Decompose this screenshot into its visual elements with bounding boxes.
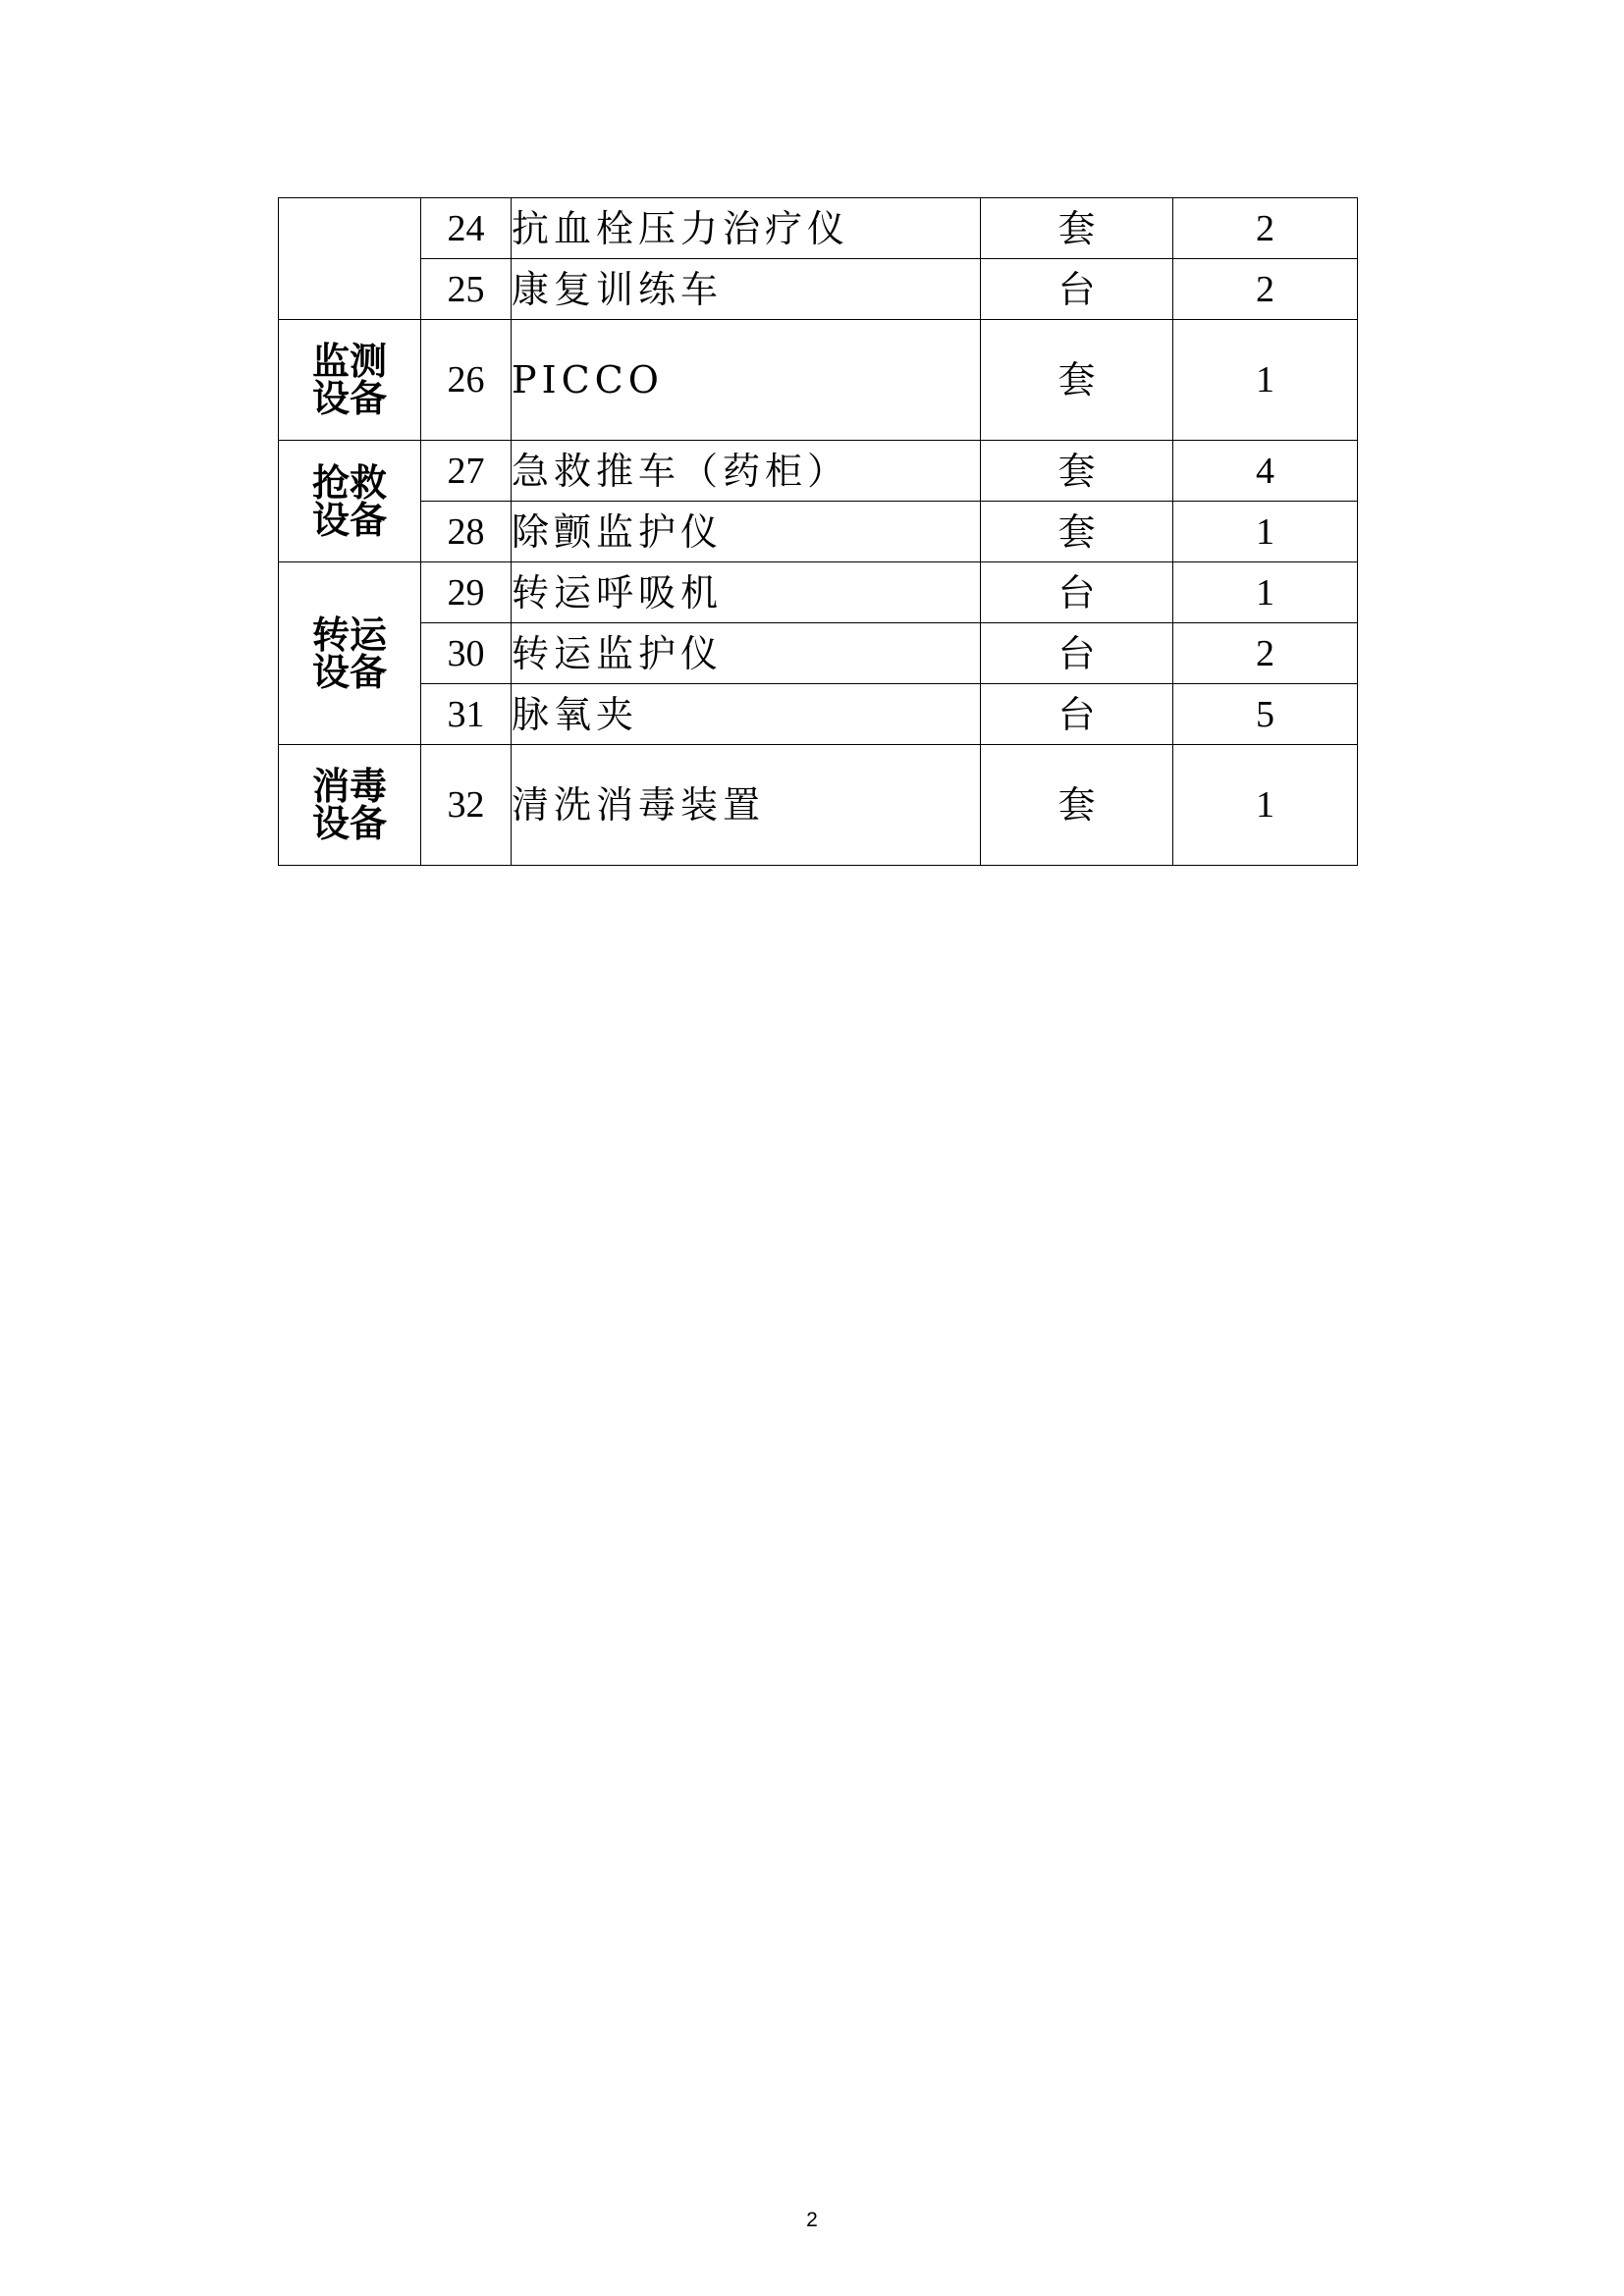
table-row bbox=[279, 684, 1358, 745]
item-unit: 套 bbox=[981, 441, 1173, 502]
item-name: 清洗消毒装置 bbox=[512, 745, 981, 866]
table-row bbox=[279, 562, 1358, 623]
item-name: 转运监护仪 bbox=[512, 623, 981, 684]
item-number: 31 bbox=[421, 684, 512, 745]
table-row bbox=[279, 441, 1358, 502]
item-quantity: 1 bbox=[1173, 745, 1358, 866]
table-row bbox=[279, 623, 1358, 684]
item-quantity: 1 bbox=[1173, 562, 1358, 623]
category-cell-disinfection bbox=[279, 745, 421, 866]
item-number: 30 bbox=[421, 623, 512, 684]
item-number: 26 bbox=[421, 320, 512, 441]
item-number: 25 bbox=[421, 259, 512, 320]
table-row bbox=[279, 745, 1358, 866]
item-unit: 台 bbox=[981, 684, 1173, 745]
category-cell-blank bbox=[279, 198, 421, 320]
item-name: 康复训练车 bbox=[512, 259, 981, 320]
item-quantity: 4 bbox=[1173, 441, 1358, 502]
item-quantity: 1 bbox=[1173, 502, 1358, 562]
item-quantity: 2 bbox=[1173, 259, 1358, 320]
table-row bbox=[279, 198, 1358, 259]
category-label-line2: 设备 bbox=[311, 498, 387, 542]
item-number: 27 bbox=[421, 441, 512, 502]
item-unit: 台 bbox=[981, 562, 1173, 623]
item-number: 24 bbox=[421, 198, 512, 259]
item-name: 急救推车（药柜） bbox=[512, 441, 981, 502]
category-cell-transport bbox=[279, 562, 421, 745]
item-number: 29 bbox=[421, 562, 512, 623]
table-row bbox=[279, 320, 1358, 441]
table-row bbox=[279, 259, 1358, 320]
page-number: 2 bbox=[806, 2209, 818, 2231]
category-label-line1: 转运 bbox=[311, 613, 387, 657]
equipment-table bbox=[278, 197, 1358, 866]
item-quantity: 5 bbox=[1173, 684, 1358, 745]
item-unit: 套 bbox=[981, 502, 1173, 562]
item-unit: 套 bbox=[981, 198, 1173, 259]
item-name: 脉氧夹 bbox=[512, 684, 981, 745]
item-unit: 套 bbox=[981, 745, 1173, 866]
category-label-line1: 抢救 bbox=[311, 460, 387, 505]
category-label-line2: 设备 bbox=[311, 377, 387, 420]
item-name: 转运呼吸机 bbox=[512, 562, 981, 623]
item-number: 28 bbox=[421, 502, 512, 562]
table-row bbox=[279, 502, 1358, 562]
item-unit: 台 bbox=[981, 259, 1173, 320]
item-unit: 台 bbox=[981, 623, 1173, 684]
item-name: PICCO bbox=[512, 320, 981, 441]
item-name: 抗血栓压力治疗仪 bbox=[512, 198, 981, 259]
item-number: 32 bbox=[421, 745, 512, 866]
category-label-line1: 消毒 bbox=[311, 765, 387, 808]
item-name: 除颤监护仪 bbox=[512, 502, 981, 562]
item-quantity: 1 bbox=[1173, 320, 1358, 441]
category-label-line1: 监测 bbox=[311, 340, 387, 383]
item-unit: 套 bbox=[981, 320, 1173, 441]
category-label-line2: 设备 bbox=[311, 650, 387, 694]
item-quantity: 2 bbox=[1173, 198, 1358, 259]
category-label-line2: 设备 bbox=[311, 802, 387, 845]
category-cell-monitoring bbox=[279, 320, 421, 441]
item-quantity: 2 bbox=[1173, 623, 1358, 684]
category-cell-rescue bbox=[279, 441, 421, 562]
